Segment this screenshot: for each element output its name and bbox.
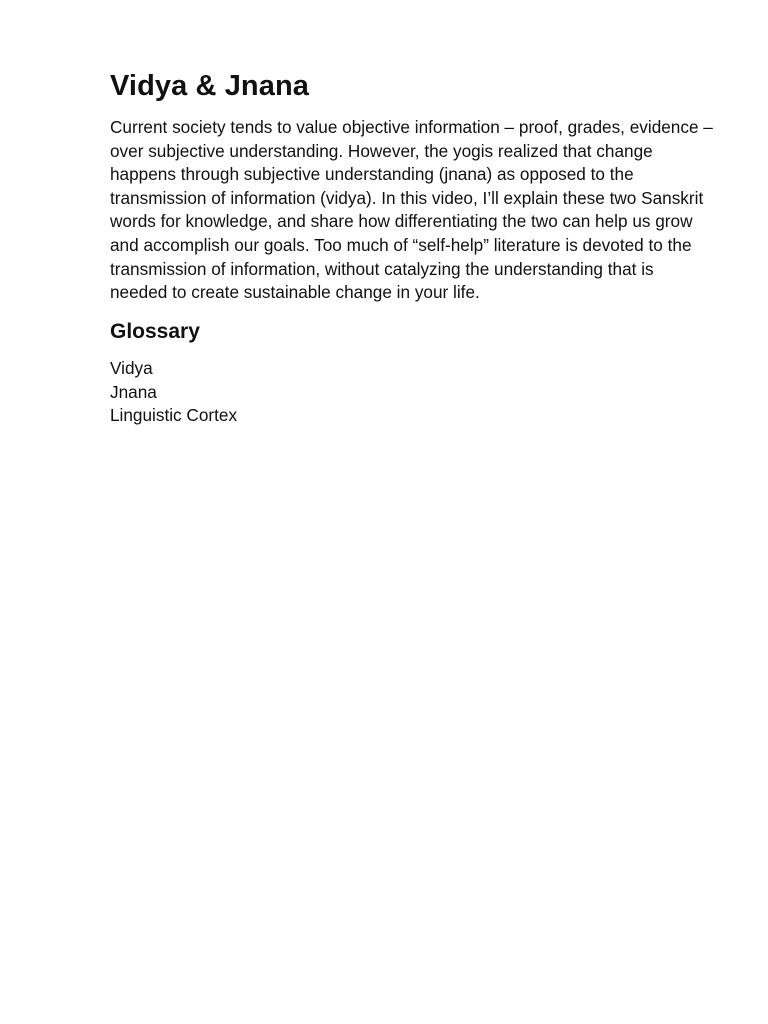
page-title: Vidya & Jnana [110, 70, 310, 102]
glossary-list [110, 357, 722, 428]
intro-paragraph: Current society tends to value objective information – proof, grades, evidence – over subjective understanding. However, the yogis realized that change happens through subjective understanding (jnana) as opposed to the transmission of information (vidya). In this video, I’ll explain these two Sanskrit words for knowledge, and share how differentiating the two can help us grow and accomplish our goals. Too much of “self-help” literature is devoted to the transmission of information, without catalyzing the understanding that is needed to create sustainable change in your life. [110, 117, 713, 303]
glossary-heading: Glossary [110, 319, 200, 343]
glossary-item-linguistic-cortex: Linguistic Cortex [110, 405, 238, 426]
glossary-item-vidya: Vidya [110, 357, 153, 378]
document-page [110, 66, 722, 428]
glossary-item-jnana: Jnana [110, 381, 157, 402]
